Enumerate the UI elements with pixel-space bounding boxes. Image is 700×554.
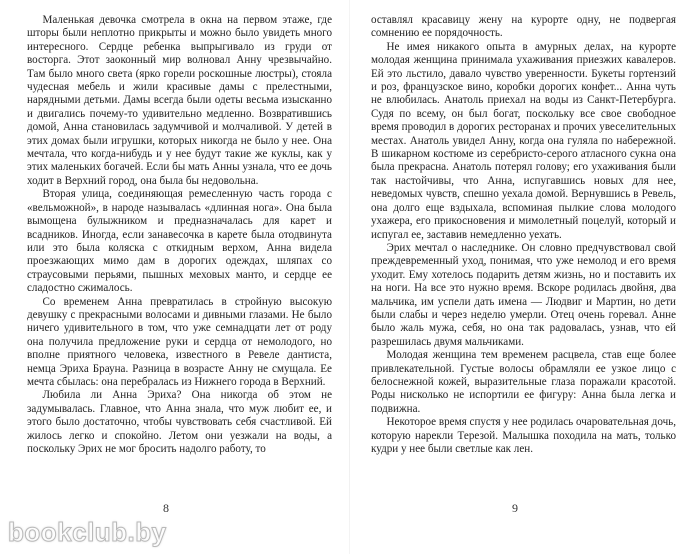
page-gutter: [349, 0, 350, 554]
left-page: [27, 14, 332, 494]
page-number-right: 9: [512, 501, 518, 515]
right-page: [371, 14, 676, 494]
paragraph: Не имея никакого опыта в амурных делах, на курорте молодая женщина принимала ухаживания приезжих кавалеров. Ей это льстило, давало чувство уверенности. Букеты гортензий и роз, французское вино, коробки дорогих конфет... Анна чуть не влюбилась. Анатоль приехал на воды из Санкт-Петербурга. Судя по всему, он был богат, поскольку все свое свободное время проводил в дорогих ресторанах и прочих увеселительных местах. Анатоль увидел Анну, когда она гуляла по набережной. В шикарном костюме из серебристо-серого атласного сукна она была прекрасна. Анатоль потерял голову; его ухаживания были так настойчивы, что Анна, испугавшись новых для нее, неведомых чувств, спешно уехала домой. Вернувшись в Ревель, она долго еще вздыхала, вспоминая пылкие слова молодого ухажера, его прикосновения и мимолетный поцелуй, который и испугал ее, заставив немедленно уехать.: [371, 40, 676, 241]
paragraph: Молодая женщина тем временем расцвела, став еще более привлекательной. Густые волосы обрамляли ее узкое лицо с белоснежной кожей, выразительные глаза поражали красотой. Роды нисколько не испортили ее фигуру: Анна была легка и подвижна.: [371, 349, 676, 415]
page-number-left: 8: [163, 501, 169, 515]
watermark-logo: bookclub.by: [8, 517, 167, 547]
paragraph: Некоторое время спустя у нее родилась очаровательная дочь, которую нарекли Терезой. Малышка походила на мать, только кудри у нее были светлые как лен.: [371, 416, 676, 455]
paragraph: Маленькая девочка смотрела в окна на первом этаже, где шторы были неплотно прикрыты и можно было увидеть много интересного. Сердце ребенка выпрыгивало из груди от восторга. Этот заоконный мир волновал Анну чрезвычайно. Там было много света (ярко горели роскошные люстры), стояла чудесная мебель и жили красивые дамы с прелестными, нарядными детьми. Дамы всегда были одеты весьма изысканно и двигались почему-то удивительно медленно. Возвратившись домой, Анна становилась задумчивой и молчаливой. У детей в этих домах были игрушки, которых никогда не было у нее. Она мечтала, что когда-нибудь и у нее будут такие же куклы, как у этих маленьких богачей. Если бы мать Анны узнала, что ее дочь ходит в Верхний город, она была бы недовольна.: [27, 14, 332, 187]
paragraph: Вторая улица, соединяющая ремесленную часть города с «вельможной», в народе называлась «длинная нога». Она была вымощена булыжником и предназначалась для карет и всадников. Иногда, если занавесочка в карете была отодвинута или это была коляска с откидным верхом, Анна видела проезжающих мимо дам в дорогих одеждах, шляпах со страусовыми перьями, пышных меховых манто, и сердце ее сладостно сжималось.: [27, 188, 332, 295]
paragraph: Любила ли Анна Эриха? Она никогда об этом не задумывалась. Главное, что Анна знала, что муж любит ее, и этого было достаточно, чтобы чувствовать себя счастливой. Ей жилось легко и спокойно. Летом они уезжали на воды, а поскольку Эрих не мог бросить надолго работу, то: [27, 389, 332, 455]
paragraph: Эрих мечтал о наследнике. Он словно предчувствовал свой преждевременный уход, понимая, что уже немолод и его время уходит. Ему хотелось подарить детям жизнь, но и поставить их на ноги. На все это нужно время. Вскоре родилась двойня, два мальчика, им успели дать имена — Людвиг и Мартин, но дети были слабы и через неделю умерли. Отец очень горевал. Анне было жаль мужа, себя, но она так радовалась, узнав, что ей разрешилась двумя мальчиками.: [371, 241, 676, 348]
paragraph: Со временем Анна превратилась в стройную высокую девушку с прекрасными волосами и дивными глазами. Не было ничего удивительного в том, что уже семнадцати лет от роду она получила предложение руки и сердца от немолодого, но вполне приятного человека, известного в Ревеле дантиста, немца Эриха Брауна. Разница в возрасте Анну не смущала. Ее мечта сбылась: она перебралась из Нижнего города в Верхний.: [27, 295, 332, 388]
paragraph: оставлял красавицу жену на курорте одну, не подвергая сомнению ее порядочность.: [371, 14, 676, 40]
